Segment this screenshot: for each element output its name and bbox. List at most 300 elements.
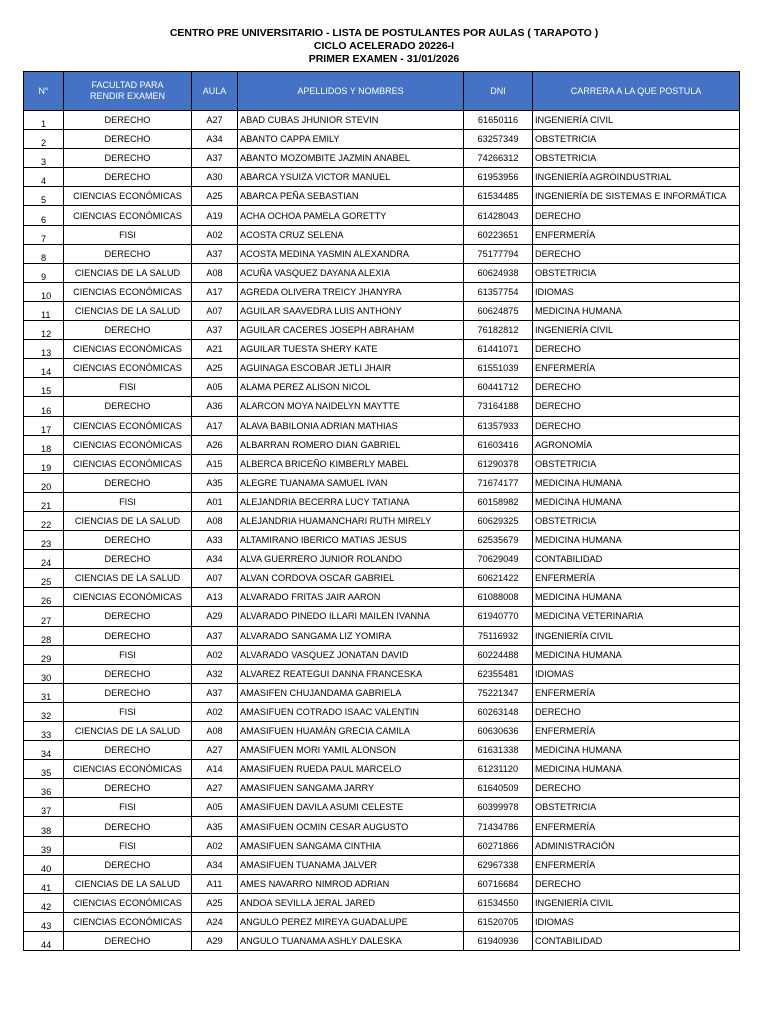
table-row (24, 378, 740, 397)
room-cell: A15 (192, 454, 238, 473)
row-number: 14 (24, 359, 64, 378)
row-number: 43 (24, 912, 64, 931)
applicant-name-cell: AMASIFUEN TUANAMA JALVER (238, 855, 464, 874)
applicant-name-cell: AMASIFUEN COTRADO ISAAC VALENTIN (238, 702, 464, 721)
row-number: 44 (24, 932, 64, 951)
row-number: 6 (24, 206, 64, 225)
table-row (24, 836, 740, 855)
table-row (24, 435, 740, 454)
dni-cell: 75221347 (464, 683, 533, 702)
dni-cell: 60624875 (464, 301, 533, 320)
applicant-name-cell: ALARCON MOYA NAIDELYN MAYTTE (238, 397, 464, 416)
faculty-cell: FISI (64, 492, 192, 511)
dni-cell: 60629325 (464, 511, 533, 530)
dni-cell: 61534485 (464, 187, 533, 206)
room-cell: A35 (192, 473, 238, 492)
room-cell: A33 (192, 531, 238, 550)
col-header-career: CARRERA A LA QUE POSTULA (533, 72, 740, 111)
table-row (24, 607, 740, 626)
faculty-cell: CIENCIAS ECONÓMICAS (64, 187, 192, 206)
career-cell: IDIOMAS (533, 282, 740, 301)
table-row (24, 111, 740, 130)
room-cell: A27 (192, 111, 238, 130)
dni-cell: 60624938 (464, 263, 533, 282)
dni-cell: 75116932 (464, 626, 533, 645)
table-row (24, 225, 740, 244)
career-cell: DERECHO (533, 702, 740, 721)
row-number: 18 (24, 435, 64, 454)
dni-cell: 61520705 (464, 912, 533, 931)
table-row (24, 511, 740, 530)
col-header-name: APELLIDOS Y NOMBRES (238, 72, 464, 111)
applicant-name-cell: AGUILAR TUESTA SHERY KATE (238, 340, 464, 359)
table-row (24, 932, 740, 951)
applicant-name-cell: ACUÑA VASQUEZ DAYANA ALEXIA (238, 263, 464, 282)
table-row (24, 359, 740, 378)
table-row (24, 569, 740, 588)
faculty-cell: CIENCIAS ECONÓMICAS (64, 359, 192, 378)
room-cell: A14 (192, 760, 238, 779)
table-row (24, 397, 740, 416)
table-row (24, 416, 740, 435)
applicant-name-cell: AMASIFUEN SANGAMA CINTHIA (238, 836, 464, 855)
row-number: 29 (24, 645, 64, 664)
career-cell: INGENIERÍA AGROINDUSTRIAL (533, 168, 740, 187)
table-row (24, 550, 740, 569)
faculty-cell: DERECHO (64, 473, 192, 492)
applicant-name-cell: ACHA OCHOA PAMELA GORETTY (238, 206, 464, 225)
applicant-name-cell: ALVARADO FRITAS JAIR AARON (238, 588, 464, 607)
career-cell: MEDICINA HUMANA (533, 741, 740, 760)
applicant-name-cell: AMASIFUEN MORI YAMIL ALONSON (238, 741, 464, 760)
career-cell: INGENIERÍA CIVIL (533, 626, 740, 645)
room-cell: A05 (192, 798, 238, 817)
dni-cell: 61088008 (464, 588, 533, 607)
room-cell: A35 (192, 817, 238, 836)
dni-cell: 61357754 (464, 282, 533, 301)
dni-cell: 73164188 (464, 397, 533, 416)
applicant-name-cell: ABARCA PEÑA SEBASTIAN (238, 187, 464, 206)
career-cell: INGENIERÍA CIVIL (533, 893, 740, 912)
career-cell: IDIOMAS (533, 912, 740, 931)
faculty-cell: FISI (64, 702, 192, 721)
faculty-cell: CIENCIAS ECONÓMICAS (64, 340, 192, 359)
applicant-name-cell: ALVARADO PINEDO ILLARI MAILEN IVANNA (238, 607, 464, 626)
row-number: 16 (24, 397, 64, 416)
dni-cell: 60621422 (464, 569, 533, 588)
dni-cell: 60399978 (464, 798, 533, 817)
dni-cell: 70629049 (464, 550, 533, 569)
applicant-name-cell: AGUILAR CACERES JOSEPH ABRAHAM (238, 321, 464, 340)
career-cell: OBSTETRICIA (533, 511, 740, 530)
career-cell: OBSTETRICIA (533, 798, 740, 817)
applicant-name-cell: ANDOA SEVILLA JERAL JARED (238, 893, 464, 912)
document-header (0, 27, 768, 66)
career-cell: CONTABILIDAD (533, 550, 740, 569)
table-row (24, 874, 740, 893)
faculty-cell: DERECHO (64, 149, 192, 168)
row-number: 25 (24, 569, 64, 588)
row-number: 13 (24, 340, 64, 359)
table-row (24, 168, 740, 187)
table-row (24, 893, 740, 912)
faculty-cell: CIENCIAS ECONÓMICAS (64, 588, 192, 607)
row-number: 35 (24, 760, 64, 779)
row-number: 40 (24, 855, 64, 874)
table-row (24, 779, 740, 798)
applicant-name-cell: ABANTO MOZOMBITE JAZMIN ANABEL (238, 149, 464, 168)
row-number: 4 (24, 168, 64, 187)
row-number: 19 (24, 454, 64, 473)
exam-title: PRIMER EXAMEN - 31/01/2026 (308, 53, 460, 65)
applicant-name-cell: ALVARADO SANGAMA LIZ YOMIRA (238, 626, 464, 645)
table-row (24, 187, 740, 206)
row-number: 30 (24, 664, 64, 683)
table-row (24, 244, 740, 263)
applicant-name-cell: ALBARRAN ROMERO DIAN GABRIEL (238, 435, 464, 454)
table-row (24, 282, 740, 301)
room-cell: A08 (192, 722, 238, 741)
col-header-number: N° (24, 72, 64, 111)
table-row (24, 702, 740, 721)
dni-cell: 61603416 (464, 435, 533, 454)
row-number: 23 (24, 531, 64, 550)
career-cell: ENFERMERÍA (533, 855, 740, 874)
row-number: 3 (24, 149, 64, 168)
faculty-cell: FISI (64, 378, 192, 397)
career-cell: MEDICINA HUMANA (533, 645, 740, 664)
faculty-cell: CIENCIAS DE LA SALUD (64, 569, 192, 588)
career-cell: MEDICINA HUMANA (533, 473, 740, 492)
faculty-cell: CIENCIAS ECONÓMICAS (64, 282, 192, 301)
faculty-cell: DERECHO (64, 244, 192, 263)
applicant-name-cell: ANGULO TUANAMA ASHLY DALESKA (238, 932, 464, 951)
dni-cell: 60224488 (464, 645, 533, 664)
faculty-cell: CIENCIAS DE LA SALUD (64, 722, 192, 741)
row-number: 28 (24, 626, 64, 645)
row-number: 26 (24, 588, 64, 607)
career-cell: ENFERMERÍA (533, 359, 740, 378)
table-row (24, 206, 740, 225)
col-header-faculty-label: FACULTAD PARA RENDIR EXAMEN (89, 80, 165, 101)
faculty-cell: DERECHO (64, 683, 192, 702)
table-row (24, 645, 740, 664)
table-row (24, 473, 740, 492)
room-cell: A25 (192, 359, 238, 378)
row-number: 38 (24, 817, 64, 836)
dni-cell: 61428043 (464, 206, 533, 225)
applicant-name-cell: AMASIFUEN RUEDA PAUL MARCELO (238, 760, 464, 779)
applicant-name-cell: ABAD CUBAS JHUNIOR STEVIN (238, 111, 464, 130)
applicant-name-cell: ACOSTA CRUZ SELENA (238, 225, 464, 244)
faculty-cell: CIENCIAS ECONÓMICAS (64, 912, 192, 931)
room-cell: A34 (192, 855, 238, 874)
room-cell: A13 (192, 588, 238, 607)
career-cell: ENFERMERÍA (533, 683, 740, 702)
dni-cell: 60716684 (464, 874, 533, 893)
faculty-cell: DERECHO (64, 111, 192, 130)
faculty-cell: DERECHO (64, 531, 192, 550)
row-number: 32 (24, 702, 64, 721)
table-row (24, 492, 740, 511)
applicant-name-cell: ALVARADO VASQUEZ JONATAN DAVID (238, 645, 464, 664)
room-cell: A29 (192, 932, 238, 951)
room-cell: A01 (192, 492, 238, 511)
faculty-cell: DERECHO (64, 741, 192, 760)
row-number: 9 (24, 263, 64, 282)
row-number: 7 (24, 225, 64, 244)
dni-cell: 61231120 (464, 760, 533, 779)
room-cell: A02 (192, 645, 238, 664)
row-number: 41 (24, 874, 64, 893)
career-cell: INGENIERÍA CIVIL (533, 111, 740, 130)
document-title: CENTRO PRE UNIVERSITARIO - LISTA DE POSTULANTES POR AULAS ( TARAPOTO ) (169, 27, 599, 39)
applicant-name-cell: AMASIFUEN SANGAMA JARRY (238, 779, 464, 798)
career-cell: MEDICINA HUMANA (533, 760, 740, 779)
dni-cell: 76182812 (464, 321, 533, 340)
row-number: 12 (24, 321, 64, 340)
applicant-name-cell: AMASIFUEN HUAMÁN GRECIA CAMILA (238, 722, 464, 741)
dni-cell: 61940936 (464, 932, 533, 951)
faculty-cell: CIENCIAS DE LA SALUD (64, 263, 192, 282)
room-cell: A27 (192, 741, 238, 760)
faculty-cell: CIENCIAS DE LA SALUD (64, 874, 192, 893)
dni-cell: 62535679 (464, 531, 533, 550)
table-row (24, 683, 740, 702)
career-cell: MEDICINA VETERINARIA (533, 607, 740, 626)
col-header-dni: DNI (464, 72, 533, 111)
dni-cell: 60630636 (464, 722, 533, 741)
faculty-cell: CIENCIAS ECONÓMICAS (64, 760, 192, 779)
row-number: 17 (24, 416, 64, 435)
applicant-name-cell: AMASIFEN CHUJANDAMA GABRIELA (238, 683, 464, 702)
room-cell: A07 (192, 569, 238, 588)
dni-cell: 63257349 (464, 130, 533, 149)
table-row (24, 722, 740, 741)
faculty-cell: FISI (64, 225, 192, 244)
table-row (24, 531, 740, 550)
table-body (24, 111, 740, 951)
faculty-cell: DERECHO (64, 321, 192, 340)
faculty-cell: DERECHO (64, 130, 192, 149)
room-cell: A37 (192, 244, 238, 263)
row-number: 5 (24, 187, 64, 206)
faculty-cell: FISI (64, 645, 192, 664)
career-cell: OBSTETRICIA (533, 263, 740, 282)
career-cell: MEDICINA HUMANA (533, 492, 740, 511)
room-cell: A02 (192, 702, 238, 721)
dni-cell: 62967338 (464, 855, 533, 874)
row-number: 20 (24, 473, 64, 492)
career-cell: DERECHO (533, 244, 740, 263)
row-number: 27 (24, 607, 64, 626)
row-number: 33 (24, 722, 64, 741)
dni-cell: 71674177 (464, 473, 533, 492)
dni-cell: 61940770 (464, 607, 533, 626)
dni-cell: 62355481 (464, 664, 533, 683)
career-cell: DERECHO (533, 874, 740, 893)
room-cell: A25 (192, 187, 238, 206)
faculty-cell: FISI (64, 836, 192, 855)
table-row (24, 454, 740, 473)
row-number: 10 (24, 282, 64, 301)
table-row (24, 130, 740, 149)
career-cell: DERECHO (533, 779, 740, 798)
faculty-cell: DERECHO (64, 550, 192, 569)
faculty-cell: CIENCIAS ECONÓMICAS (64, 893, 192, 912)
row-number: 22 (24, 511, 64, 530)
dni-cell: 60441712 (464, 378, 533, 397)
room-cell: A29 (192, 607, 238, 626)
table-row (24, 798, 740, 817)
room-cell: A17 (192, 282, 238, 301)
faculty-cell: CIENCIAS DE LA SALUD (64, 301, 192, 320)
row-number: 15 (24, 378, 64, 397)
faculty-cell: CIENCIAS DE LA SALUD (64, 511, 192, 530)
career-cell: OBSTETRICIA (533, 130, 740, 149)
applicant-name-cell: ALBERCA BRICEÑO KIMBERLY MABEL (238, 454, 464, 473)
career-cell: ADMINISTRACIÓN (533, 836, 740, 855)
faculty-cell: DERECHO (64, 932, 192, 951)
applicant-name-cell: AMES NAVARRO NIMROD ADRIAN (238, 874, 464, 893)
dni-cell: 75177794 (464, 244, 533, 263)
career-cell: ENFERMERÍA (533, 722, 740, 741)
row-number: 2 (24, 130, 64, 149)
room-cell: A02 (192, 836, 238, 855)
dni-cell: 74266312 (464, 149, 533, 168)
room-cell: A11 (192, 874, 238, 893)
dni-cell: 61534550 (464, 893, 533, 912)
dni-cell: 60223651 (464, 225, 533, 244)
room-cell: A36 (192, 397, 238, 416)
applicant-name-cell: ABARCA YSUIZA VICTOR MANUEL (238, 168, 464, 187)
career-cell: DERECHO (533, 378, 740, 397)
table-row (24, 912, 740, 931)
faculty-cell: DERECHO (64, 817, 192, 836)
room-cell: A08 (192, 263, 238, 282)
career-cell: INGENIERÍA CIVIL (533, 321, 740, 340)
room-cell: A34 (192, 550, 238, 569)
table-row (24, 760, 740, 779)
career-cell: DERECHO (533, 206, 740, 225)
cycle-title: CICLO ACELERADO 20226-I (313, 40, 455, 52)
dni-cell: 61631338 (464, 741, 533, 760)
table-row (24, 664, 740, 683)
dni-cell: 61650116 (464, 111, 533, 130)
dni-cell: 71434786 (464, 817, 533, 836)
table-row (24, 817, 740, 836)
applicant-name-cell: ALEJANDRIA HUAMANCHARI RUTH MIRELY (238, 511, 464, 530)
table-row (24, 321, 740, 340)
career-cell: AGRONOMÍA (533, 435, 740, 454)
room-cell: A37 (192, 683, 238, 702)
table-row (24, 588, 740, 607)
faculty-cell: CIENCIAS ECONÓMICAS (64, 416, 192, 435)
room-cell: A21 (192, 340, 238, 359)
table-row (24, 340, 740, 359)
career-cell: DERECHO (533, 416, 740, 435)
row-number: 37 (24, 798, 64, 817)
room-cell: A07 (192, 301, 238, 320)
applicant-name-cell: ALVAREZ REATEGUI DANNA FRANCESKA (238, 664, 464, 683)
dni-cell: 60263148 (464, 702, 533, 721)
dni-cell: 61290378 (464, 454, 533, 473)
career-cell: MEDICINA HUMANA (533, 588, 740, 607)
faculty-cell: FISI (64, 798, 192, 817)
faculty-cell: DERECHO (64, 168, 192, 187)
row-number: 24 (24, 550, 64, 569)
dni-cell: 61551039 (464, 359, 533, 378)
faculty-cell: CIENCIAS ECONÓMICAS (64, 454, 192, 473)
row-number: 34 (24, 741, 64, 760)
applicant-name-cell: ALTAMIRANO IBERICO MATIAS JESUS (238, 531, 464, 550)
career-cell: DERECHO (533, 340, 740, 359)
row-number: 31 (24, 683, 64, 702)
applicant-name-cell: ANGULO PEREZ MIREYA GUADALUPE (238, 912, 464, 931)
applicant-name-cell: ALVA GUERRERO JUNIOR ROLANDO (238, 550, 464, 569)
row-number: 36 (24, 779, 64, 798)
faculty-cell: DERECHO (64, 664, 192, 683)
room-cell: A17 (192, 416, 238, 435)
room-cell: A32 (192, 664, 238, 683)
faculty-cell: DERECHO (64, 397, 192, 416)
room-cell: A19 (192, 206, 238, 225)
table-row (24, 301, 740, 320)
applicants-table (23, 71, 740, 951)
faculty-cell: DERECHO (64, 779, 192, 798)
room-cell: A30 (192, 168, 238, 187)
dni-cell: 61640509 (464, 779, 533, 798)
col-header-faculty (64, 72, 192, 111)
applicant-name-cell: ALAVA BABILONIA ADRIAN MATHIAS (238, 416, 464, 435)
row-number: 39 (24, 836, 64, 855)
applicant-name-cell: AGUINAGA ESCOBAR JETLI JHAIR (238, 359, 464, 378)
career-cell: DERECHO (533, 397, 740, 416)
row-number: 42 (24, 893, 64, 912)
room-cell: A25 (192, 893, 238, 912)
dni-cell: 60158982 (464, 492, 533, 511)
table-row (24, 855, 740, 874)
room-cell: A37 (192, 149, 238, 168)
room-cell: A34 (192, 130, 238, 149)
table-row (24, 626, 740, 645)
room-cell: A37 (192, 626, 238, 645)
row-number: 11 (24, 301, 64, 320)
row-number: 1 (24, 111, 64, 130)
applicant-name-cell: ALEJANDRIA BECERRA LUCY TATIANA (238, 492, 464, 511)
table-row (24, 741, 740, 760)
applicant-name-cell: AGREDA OLIVERA TREICY JHANYRA (238, 282, 464, 301)
career-cell: IDIOMAS (533, 664, 740, 683)
faculty-cell: DERECHO (64, 607, 192, 626)
applicant-name-cell: ALAMA PEREZ ALISON NICOL (238, 378, 464, 397)
applicant-name-cell: ACOSTA MEDINA YASMIN ALEXANDRA (238, 244, 464, 263)
career-cell: INGENIERÍA DE SISTEMAS E INFORMÁTICA (533, 187, 740, 206)
career-cell: MEDICINA HUMANA (533, 531, 740, 550)
table-header-row (24, 72, 740, 111)
room-cell: A05 (192, 378, 238, 397)
faculty-cell: CIENCIAS ECONÓMICAS (64, 206, 192, 225)
table-row (24, 263, 740, 282)
room-cell: A08 (192, 511, 238, 530)
faculty-cell: DERECHO (64, 855, 192, 874)
applicant-name-cell: AMASIFUEN DAVILA ASUMI CELESTE (238, 798, 464, 817)
col-header-room: AULA (192, 72, 238, 111)
row-number: 8 (24, 244, 64, 263)
applicant-name-cell: ABANTO CAPPA EMILY (238, 130, 464, 149)
room-cell: A02 (192, 225, 238, 244)
applicant-name-cell: AGUILAR SAAVEDRA LUIS ANTHONY (238, 301, 464, 320)
